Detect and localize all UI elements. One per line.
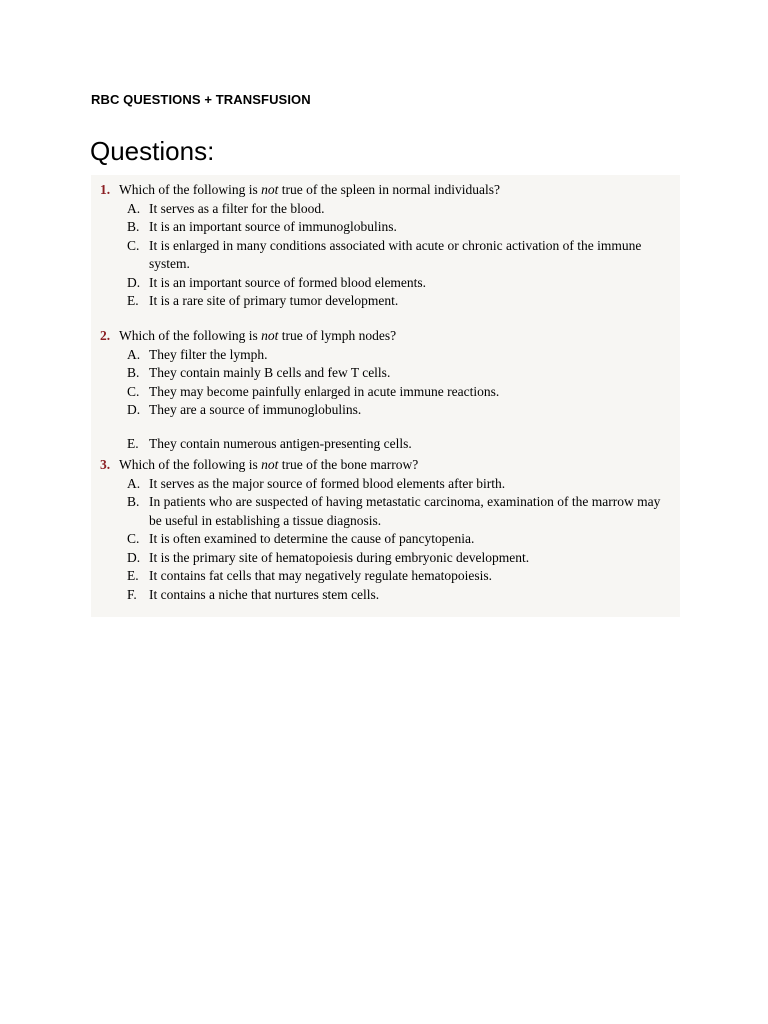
option-list [127,346,674,454]
option-a: A. They filter the lymph. [127,346,268,362]
option-a: A. It serves as a filter for the blood. [127,200,325,216]
question-number: 1. [100,182,111,197]
option-d: D. It is the primary site of hematopoiesis during embryonic development. [127,549,530,565]
document-title: RBC QUESTIONS + TRANSFUSION [91,92,311,107]
option-b: B. It is an important source of immunoglobulins. [127,219,397,234]
question-1 [100,181,674,311]
option-b: B. In patients who are suspected of having metastatic carcinoma, examination of the marrow may be useful in establishing a tissue diagnosis. [127,494,661,528]
question-3 [100,456,674,604]
option-d: D. They are a source of immunoglobulins. [127,402,362,417]
question-text: Which of the following is not true of the spleen in normal individuals? [119,182,500,197]
question-text: Which of the following is not true of lymph nodes? [119,328,397,343]
option-e: E. They contain numerous antigen-presenting cells. [127,435,412,451]
option-a: A. It serves as the major source of formed blood elements after birth. [127,475,506,491]
question-2 [100,327,674,453]
option-c: C. They may become painfully enlarged in acute immune reactions. [127,383,500,399]
question-number: 3. [100,457,111,472]
option-e: E. It is a rare site of primary tumor development. [127,293,399,308]
question-stem [100,327,674,346]
option-e: E. It contains fat cells that may negatively regulate hematopoiesis. [127,568,493,583]
section-heading: Questions: [90,136,215,166]
question-scan [91,175,680,617]
option-b: B. They contain mainly B cells and few T cells. [127,365,391,380]
option-list [127,475,674,605]
option-c: C. It is enlarged in many conditions associated with acute or chronic activation of the immune system. [127,237,642,271]
question-stem [100,181,674,200]
question-stem [100,456,674,475]
question-text: Which of the following is not true of the bone marrow? [119,457,419,472]
option-c: C. It is often examined to determine the cause of pancytopenia. [127,531,475,546]
option-d: D. It is an important source of formed blood elements. [127,274,427,290]
option-list [127,200,674,311]
option-f: F. It contains a niche that nurtures stem cells. [127,586,380,602]
question-number: 2. [100,328,111,343]
